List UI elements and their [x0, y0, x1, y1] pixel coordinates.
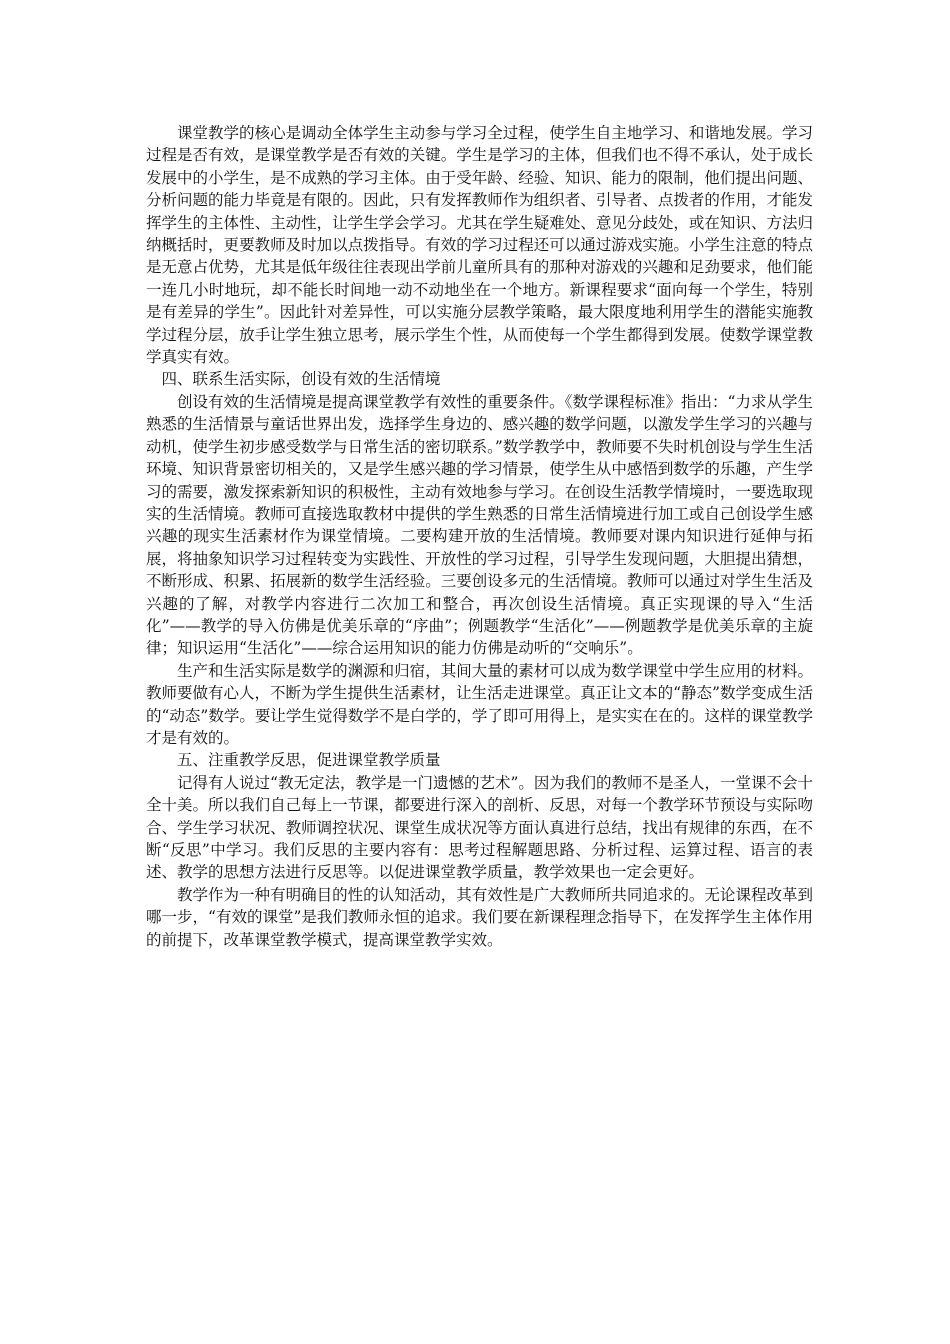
paragraph-life-situation: 创设有效的生活情境是提高课堂教学有效性的重要条件。《数学课程标准》指出：“力求从学生熟悉的生活情景与童话世界出发，选择学生身边的、感兴趣的数学问题，以激发学生学习的兴趣与动机，使学生初步感受数学与日常生活的密切联系。”数学教学中，教师要不失时机创设与学生生活环境、知识背景密切相关的，又是学生感兴趣的学习情景，使学生从中感悟到数学的乐趣，产生学习的需要，激发探索新知识的积极性，主动有效地参与学习。在创设生活教学情境时，一要选取现实的生活情境。教师可直接选取教材中提供的学生熟悉的日常生活情境进行加工或自己创设学生感兴趣的现实生活素材作为课堂情境。二要构建开放的生活情境。教师要对课内知识进行延伸与拓展，将抽象知识学习过程转变为实践性、开放性的学习过程，引导学生发现问题，大胆提出猜想，不断形成、积累、拓展新的数学生活经验。三要创设多元的生活情境。教师可以通过对学生生活及兴趣的了解，对教学内容进行二次加工和整合，再次创设生活情境。真正实现课的导入“生活化”——教学的导入仿佛是优美乐章的“序曲”；例题教学“生活化”——例题教学是优美乐章的主旋律；知识运用“生活化”——综合运用知识的能力仿佛是动听的“交响乐”。 [146, 392, 813, 658]
section-heading-5: 五、注重教学反思，促进课堂教学质量 [177, 751, 441, 770]
document-page [146, 122, 813, 951]
paragraph-conclusion: 教学作为一种有明确目的性的认知活动，其有效性是广大教师所共同追求的。无论课程改革到哪一步，“有效的课堂”是我们教师永恒的追求。我们要在新课程理念指导下，在发挥学生主体作用的前提下，改革课堂教学模式，提高课堂教学实效。 [146, 885, 813, 949]
section-heading-4: 四、联系生活实际，创设有效的生活情境 [161, 370, 441, 389]
paragraph-life-materials: 生产和生活实际是数学的渊源和归宿，其间大量的素材可以成为数学课堂中学生应用的材料。教师要做有心人，不断为学生提供生活素材，让生活走进课堂。真正让文本的“静态”数学变成生活的“动态”数学。要让学生觉得数学不是白学的，学了即可用得上，是实实在在的。这样的课堂教学才是有效的。 [146, 661, 813, 747]
paragraph-learning-process: 课堂教学的核心是调动全体学生主动参与学习全过程，使学生自主地学习、和谐地发展。学习过程是否有效，是课堂教学是否有效的关键。学生是学习的主体，但我们也不得不承认，处于成长发展中的小学生，是不成熟的学习主体。由于受年龄、经验、知识、能力的限制，他们提出问题、分析问题的能力毕竟是有限的。因此，只有发挥教师作为组织者、引导者、点拨者的作用，才能发挥学生的主体性、主动性，让学生学会学习。尤其在学生疑难处、意见分歧处，或在知识、方法归纳概括时，更要教师及时加以点拨指导。有效的学习过程还可以通过游戏实施。小学生注意的特点是无意占优势，尤其是低年级往往表现出学前儿童所具有的那种对游戏的兴趣和足劲要求，他们能一连几小时地玩，却不能长时间地一动不动地坐在一个地方。新课程要求“面向每一个学生，特别是有差异的学生”。因此针对差异性，可以实施分层教学策略，最大限度地利用学生的潜能实施教学过程分层，放手让学生独立思考，展示学生个性，从而使每一个学生都得到发展。使数学课堂教学真实有效。 [146, 124, 813, 367]
paragraph-teaching-reflection: 记得有人说过“教无定法，教学是一门遗憾的艺术”。因为我们的教师不是圣人，一堂课不会十全十美。所以我们自己每上一节课，都要进行深入的剖析、反思，对每一个教学环节预设与实际吻合、学生学习状况、教师调控状况、课堂生成状况等方面认真进行总结，找出有规律的东西，在不断“反思”中学习。我们反思的主要内容有：思考过程解题思路、分析过程、运算过程、语言的表述、教学的思想方法进行反思等。以促进课堂教学质量，教学效果也一定会更好。 [146, 773, 813, 882]
